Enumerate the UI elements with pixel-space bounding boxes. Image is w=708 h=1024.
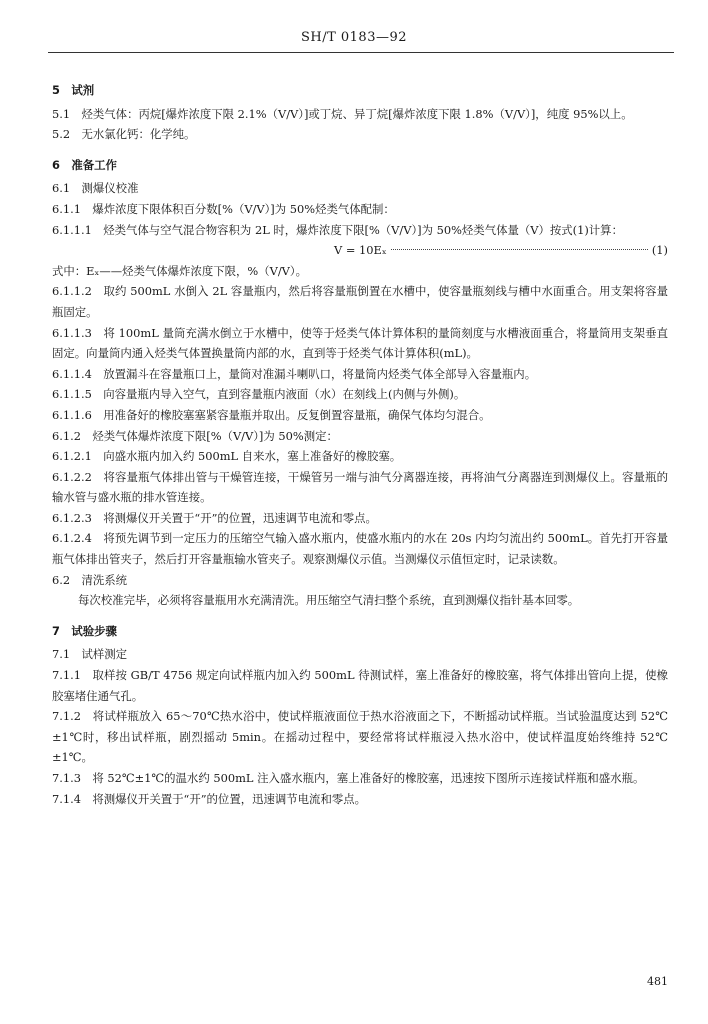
clause: 6.1.2.1 向盛水瓶内加入约 500mL 自来水，塞上准备好的橡胶塞。 [52, 449, 402, 464]
header-rule [48, 52, 674, 53]
clause: 6.1.1 爆炸浓度下限体积百分数[%（V/V）]为 50%烃类气体配制： [52, 201, 395, 216]
clause: 6.1.2.3 将测爆仪开关置于“开”的位置，迅速调节电流和零点。 [52, 510, 377, 525]
section-heading: 5 试剂 [52, 83, 95, 97]
clause: 7.1 试样测定 [52, 647, 128, 662]
clause: 7.1.2 将试样瓶放入 65～70℃热水浴中，使试样瓶液面位于热水浴液面之下，不断摇动试样瓶。当试验温度达到 52℃±1℃时，移出试样瓶，剧烈摇动 5min。在摇动过程中，要经常将试样瓶浸入热水浴中，使试样温度始终维持 52℃±1℃。 [52, 709, 668, 765]
clause: 7.1.3 将 52℃±1℃的温水约 500mL 注入盛水瓶内，塞上准备好的橡胶塞，迅速按下图所示连接试样瓶和盛水瓶。 [52, 771, 645, 785]
clause: 6.1.1.1 烃类气体与空气混合物容积为 2L 时，爆炸浓度下限[%（V/V）]为 50%烃类气体量（V）按式(1)计算： [52, 222, 623, 237]
page-number: 481 [647, 975, 668, 988]
clause: 6.2 清洗系统 [52, 572, 128, 587]
clause: 6.1.1.4 放置漏斗在容量瓶口上，量筒对准漏斗喇叭口，将量筒内烃类气体全部导入容量瓶内。 [52, 366, 537, 381]
formula-note: 式中：Eₓ——烃类气体爆炸浓度下限，%（V/V）。 [52, 263, 307, 278]
standard-number-header: SH/T 0183—92 [300, 30, 408, 45]
clause: 6.1.1.6 用准备好的橡胶塞塞紧容量瓶并取出。反复倒置容量瓶，确保气体均匀混合。 [52, 407, 491, 422]
clause: 6.1.2.2 将容量瓶气体排出管与干燥管连接，干燥管另一端与油气分离器连接，再将油气分离器连到测爆仪上。容量瓶的输水管与盛水瓶的排水管连接。 [52, 469, 668, 505]
clause: 6.1.2 烃类气体爆炸浓度下限[%（V/V）]为 50%测定： [52, 428, 338, 443]
clause: 6.1.1.3 将 100mL 量筒充满水倒立于水槽中，使等于烃类气体计算体积的量筒刻度与水槽液面重合，将量筒用支架垂直固定。向量筒内通入烃类气体置换量筒内部的水，直到等于烃类气体计算体积(mL)。 [52, 325, 668, 361]
clause: 6.1.1.2 取约 500mL 水倒入 2L 容量瓶内，然后将容量瓶倒置在水槽中，使容量瓶刻线与槽中水面重合。用支架将容量瓶固定。 [52, 284, 668, 319]
section-heading: 7 试验步骤 [52, 623, 117, 638]
section-heading: 6 准备工作 [52, 157, 117, 172]
clause: 6.1.2.4 将预先调节到一定压力的压缩空气输入盛水瓶内，使盛水瓶内的水在 20s 内均匀流出约 500mL。首先打开容量瓶气体排出管夹子，然后打开容量瓶输水管夹子。观察测爆仪示值。当测爆仪示值恒定时，记录读数。 [52, 531, 668, 567]
formula-expression: V = 10Eₓ [334, 243, 387, 258]
formula-number: (1) [651, 243, 668, 258]
formula-leader-dots [391, 249, 648, 250]
clause: 5.2 无水氯化钙：化学纯。 [52, 127, 196, 142]
clause: 7.1.1 取样按 GB/T 4756 规定向试样瓶内加入约 500mL 待测试样，塞上准备好的橡胶塞，将气体排出管向上提，使橡胶塞堵住通气孔。 [52, 668, 668, 703]
clause-body: 每次校准完毕，必须将容量瓶用水充满清洗。用压缩空气清扫整个系统，直到测爆仪指针基本回零。 [78, 593, 580, 608]
clause: 7.1.4 将测爆仪开关置于“开”的位置，迅速调节电流和零点。 [52, 791, 367, 806]
clause: 6.1 测爆仪校准 [52, 181, 139, 196]
clause: 5.1 烃类气体：丙烷[爆炸浓度下限 2.1%（V/V）]或丁烷、异丁烷[爆炸浓度下限 1.8%（V/V）]，纯度 95%以上。 [52, 106, 633, 121]
formula-line [52, 240, 668, 261]
document-body [52, 80, 668, 809]
clause: 6.1.1.5 向容量瓶内导入空气，直到容量瓶内液面（水）在刻线上(内侧与外侧)。 [52, 387, 466, 402]
